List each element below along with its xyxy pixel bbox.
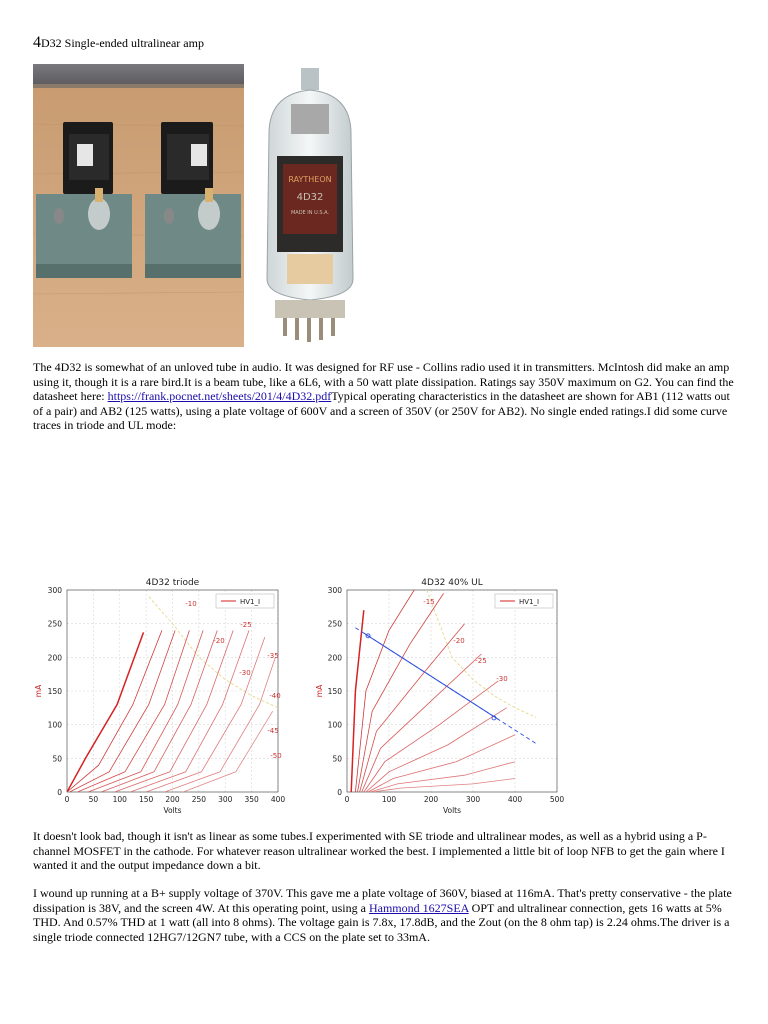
- tube-model: 4D32: [296, 192, 324, 203]
- y-axis-label: mA: [34, 684, 43, 698]
- x-tick-label: 350: [244, 795, 259, 804]
- x-tick-label: 300: [465, 795, 481, 804]
- curve-label: -45: [267, 727, 279, 735]
- y-tick-label: 0: [57, 788, 62, 797]
- y-tick-label: 50: [332, 754, 342, 764]
- results-paragraph: It doesn't look bad, though it isn't as linear as some tubes.I experimented with SE triode and ultralinear modes, as well as a hybrid using a P-channel MOSFET in the cathode. For whatever reason ultralinear worked the best. I implemented a little bit of loop NFB to get the gain where I wanted it and the output impedance down a bit.: [33, 829, 725, 872]
- intro-paragraph: The 4D32 is somewhat of an unloved tube in audio. It was designed for RF use - Collins radio used it in transmitters. McIntosh did make an amp using it, though it is a rare bird.It is a beam tube, like a 6L6, with a 50 watt plate dissipation. Ratings say 350V maximum on G2. You can find the datasheet here: https://frank.pocnet.net/sheets/201/4/4D32.pdfTypical operating characteristics in the datasheet are shown for AB1 (112 watts out of a pair) and AB2 (125 watts), using a plate voltage of 600V and a screen of 350V (or 250V for AB2). No single ended ratings.I did some curve traces in triode and UL mode:: [33, 360, 734, 432]
- x-axis-label: Volts: [163, 806, 182, 815]
- tube-photo: [247, 64, 374, 347]
- curve-line: [88, 630, 203, 792]
- operating-paragraph: I wound up running at a B+ supply voltage of 370V. This gave me a plate voltage of 360V, biased at 116mA. That's pretty conservative - the plate dissipation is 38V, and the screen 4W. At this operating point, using a Hammond 1627SEA OPT and ultralinear connection, gets 16 watts at 5% THD. And 0.57% THD at 1 watt (all into 8 ohms). The voltage gain is 7.8x, 17.8dB, and the Zout (on the 8 ohm tap) is 2.24 ohms.The driver is a single triode connected 12HG7/12GN7 tube, with a CCS on the plate set to 33mA.: [33, 886, 732, 944]
- y-tick-label: 150: [327, 687, 342, 696]
- x-tick-label: 50: [88, 795, 99, 804]
- x-tick-label: 100: [381, 795, 397, 804]
- curve-line: [368, 735, 515, 792]
- y-tick-label: 300: [47, 586, 62, 595]
- curve-line: [146, 637, 265, 792]
- curve-label: -15: [423, 598, 435, 606]
- curve-label: -25: [475, 657, 487, 665]
- y-tick-label: 100: [327, 720, 342, 730]
- y-tick-label: 0: [337, 788, 342, 797]
- curve-label: -40: [269, 692, 281, 700]
- legend-label: HV1_I: [240, 598, 261, 606]
- legend-label: HV1_I: [519, 598, 540, 606]
- curve-label: -10: [185, 600, 197, 608]
- curve-label: -35: [267, 652, 279, 660]
- curve-line: [101, 630, 217, 792]
- y-tick-label: 200: [327, 653, 342, 663]
- x-tick-label: 150: [138, 795, 154, 804]
- datasheet-link[interactable]: https://frank.pocnet.net/sheets/201/4/4D32.pdf: [107, 389, 332, 403]
- x-tick-label: 0: [344, 795, 350, 804]
- x-tick-label: 0: [64, 795, 70, 804]
- y-tick-label: 300: [327, 586, 342, 595]
- tube-brand: RAYTHEON: [288, 175, 332, 184]
- curve-label: -25: [240, 621, 252, 629]
- x-tick-label: 250: [191, 795, 207, 804]
- amplifiers-photo: [33, 64, 244, 347]
- curve-label: -30: [239, 669, 251, 677]
- x-tick-label: 400: [270, 795, 286, 804]
- y-axis-label: mA: [315, 684, 324, 698]
- y-tick-label: 250: [327, 619, 342, 629]
- y-tick-label: 250: [47, 619, 62, 629]
- curve-line: [67, 632, 144, 792]
- curve-line: [366, 708, 507, 792]
- x-tick-label: 500: [549, 795, 565, 804]
- curve-line: [351, 610, 364, 792]
- curve-label: -20: [213, 637, 225, 645]
- tube-sub: MADE IN U.S.A.: [290, 210, 330, 216]
- curve-line: [130, 630, 249, 792]
- curve-line: [370, 762, 515, 792]
- page-title: 4D32 Single-ended ultralinear amp: [33, 34, 204, 51]
- curve-line: [67, 630, 162, 792]
- curve-label: -20: [453, 637, 465, 645]
- chart-title: 4D32 40% UL: [421, 578, 483, 588]
- y-tick-label: 50: [52, 754, 62, 764]
- x-tick-label: 200: [165, 795, 180, 804]
- y-tick-label: 200: [47, 653, 62, 663]
- x-tick-label: 100: [112, 795, 127, 804]
- y-tick-label: 150: [47, 687, 62, 696]
- curve-line: [70, 630, 176, 792]
- triode-chart: [33, 573, 298, 820]
- chart-title: 4D32 triode: [145, 578, 200, 588]
- x-axis-label: Volts: [442, 806, 462, 815]
- curve-label: -30: [496, 675, 508, 683]
- dissipation-curve: [427, 590, 536, 717]
- curve-line: [358, 593, 444, 792]
- x-tick-label: 200: [423, 795, 439, 804]
- x-tick-label: 300: [218, 795, 233, 804]
- ul-chart: [314, 573, 589, 820]
- hammond-link[interactable]: Hammond 1627SEA: [368, 900, 469, 915]
- curve-label: -50: [270, 752, 282, 760]
- y-tick-label: 100: [47, 720, 62, 730]
- x-tick-label: 400: [507, 795, 523, 804]
